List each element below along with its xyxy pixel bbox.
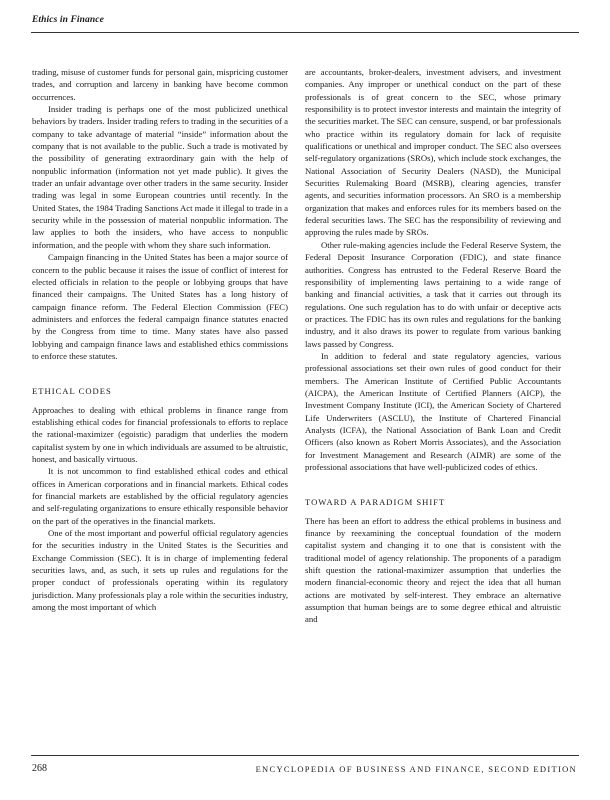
section-heading-ethical-codes: ETHICAL CODES [32,386,112,397]
left-paragraph-1: trading, misuse of customer funds for personal gain, mispricing customer trades, and corruption and larceny in banking have become common occurrences. [32,67,288,102]
publication-title: ENCYCLOPEDIA OF BUSINESS AND FINANCE, SECOND EDITION [255,764,577,774]
header-rule [31,32,579,33]
rule-making-agencies-paragraph: Other rule-making agencies include the Federal Reserve System, the Federal Deposit Insurance Corporation (FDIC), and state finance authorities. Congress has entrusted to the Federal Reserve Board the responsibility of implementing laws pertaining to a wide range of banking and financial activities, a task that it carries out through its regulations. One such regulation has to do with unfair or deceptive acts or practices. The FDIC has its own rules and regulations for the banking industry, and it also draws its power to regulate from various banking laws passed by Congress. [305,239,561,349]
right-column [305,66,561,626]
ethical-codes-paragraph-2: It is not uncommon to find established ethical codes and ethical offices in American corporations and in financial markets. Ethical codes for financial markets are established by the official regulatory agencies and self-regulating organizations to ensure ethically responsible behavior on the part of the operatives in the financial markets. [32,466,288,526]
section-heading-paradigm-shift: TOWARD A PARADIGM SHIFT [305,497,446,508]
paradigm-shift-paragraph: There has been an effort to address the ethical problems in business and finance by reexamining the conceptual foundation of the modern capitalist system and changing it to one that is consistent with the traditional model of agency relationship. The proponents of a paradigm shift question the rational-maximizer assumption that underlies the modern financial-economic theory and reject the idea that all human actions are motivated by self-interest. They embrace an alternative assumption that human beings are to some degree ethical and altruistic and [305,515,561,625]
campaign-financing-paragraph: Campaign financing in the United States has been a major source of concern to the public because it raises the issue of conflict of interest for elected officials in relation to the people or lobbying groups that have financed their campaigns. The United States has a long history of campaign finance reform. The Federal Election Commission (FEC) administers and enforces the federal campaign finance statutes enacted by the Congress from time to time. Many states have also passed lobbying and campaign finance laws and established ethics commissions to enforce these statutes. [32,252,288,361]
footer-rule [31,755,579,756]
sec-paragraph: One of the most important and powerful official regulatory agencies for the securities industry in the United States is the Securities and Exchange Commission (SEC). It is in charge of implementing federal securities laws, and, as such, it sets up rules and regulations for the proper conduct of professionals operating within its regulatory jurisdiction. Many professionals play a role within the securities industry, among the most important of which [32,528,288,613]
insider-trading-paragraph: Insider trading is perhaps one of the most publicized unethical behaviors by traders. Insider trading refers to trading in the securities of a company to take advantage of material “inside” information about the company that is not available to the public. Such a trade is motivated by the possibility of generating extraordinary gain with the help of nonpublic information (information not yet made public). It gives the trader an unfair advantage over other traders in the same security. Insider trading was legal in some European countries until recently. In the United States, the 1984 Trading Sanctions Act made it illegal to trade in a security while in the possession of material nonpublic information. The law applies to both the insiders, who have access to nonpublic information, and the people with whom they share such information. [32,104,288,250]
professional-associations-paragraph: In addition to federal and state regulatory agencies, various professional associations set their own rules of good conduct for their members. The American Institute of Certified Public Accountants (AICPA), the American Institute of Certified Planners (AICP), the Investment Company Institute (ICI), the American Society of Chartered Life Underwriters (ASCLU), the Institute of Chartered Financial Analysts (ICFA), the National Association of Bank Loan and Credit Officers (also known as Robert Morris Associates), and the Association for Investment Management and Research (AIMR) are some of the professional associations that have well-publicized codes of ethics. [305,350,561,472]
page-number: 268 [32,763,47,774]
running-head: Ethics in Finance [32,15,104,25]
right-paragraph-1: are accountants, broker-dealers, investment advisers, and investment companies. Any improper or unethical conduct on the part of these professionals is of great concern to the SEC, whose primary responsibility is to protect investor interests and maintain the integrity of the securities market. The SEC can censure, suspend, or bar professionals who practice within its regulatory domain for lack of requisite qualifications or unethical and improper conduct. The SEC also oversees self-regulatory organizations (SROs), which include stock exchanges, the National Association of Security Dealers (NASD), the Municipal Securities Rulemaking Board (MSRB), clearing agencies, transfer agents, and securities information processors. An SRO is a membership organization that makes and enforces rules for its members based on the federal securities laws. The SEC has the responsibility of reviewing and approving the rules made by SROs. [305,67,561,238]
left-column [32,66,288,613]
ethical-codes-paragraph-1: Approaches to dealing with ethical problems in finance range from establishing ethical codes for financial professionals to efforts to replace the rational-maximizer (egoistic) paradigm that underlies the modern capitalist system by one in which individuals are assumed to be altruistic, honest, and basically virtuous. [32,404,288,464]
